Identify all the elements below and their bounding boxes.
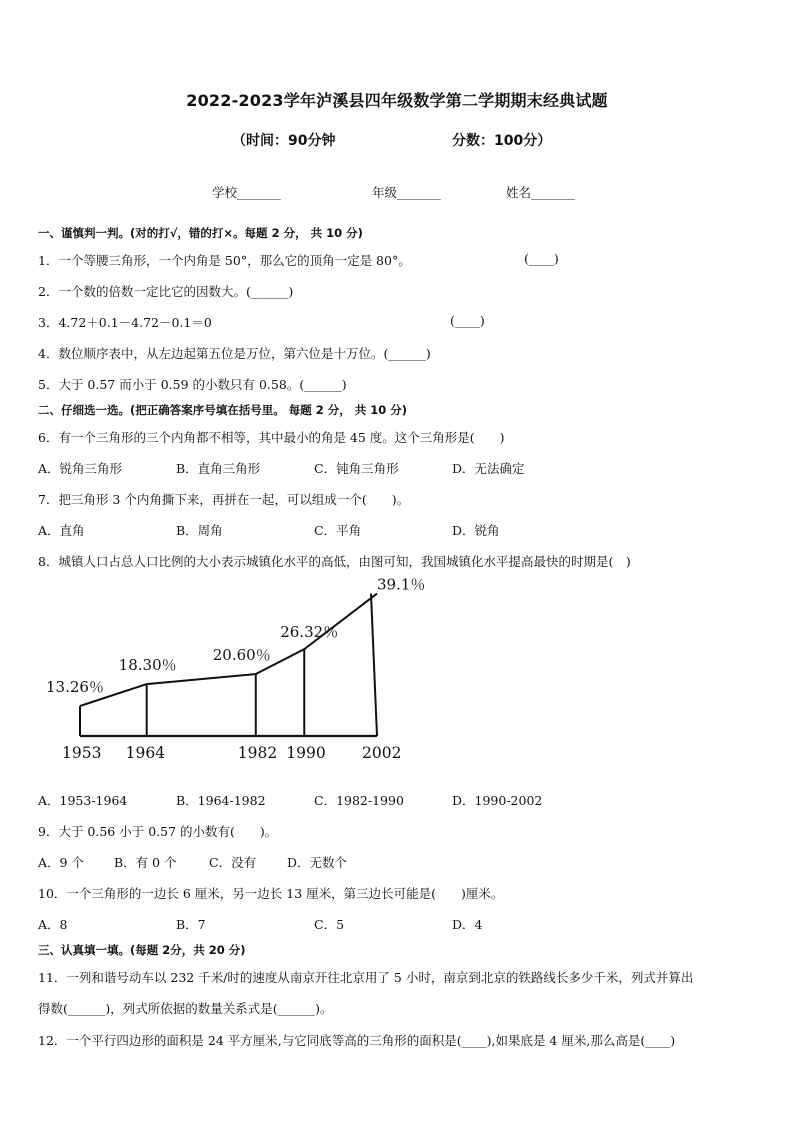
question-10: 10．一个三角形的一边长 6 厘米，另一边长 13 厘米，第三边长可能是( )厘米。 (38, 886, 504, 901)
question-1-blank[interactable]: (____) (524, 251, 559, 266)
page-title: 2022-2023学年泸溪县四年级数学第二学期期末经典试题 (186, 91, 608, 110)
value-label-1953: 13.26％ (46, 678, 104, 696)
value-label-1990: 26.32％ (280, 623, 339, 642)
q7-option-b[interactable]: B．周角 (176, 523, 223, 538)
x-label-1953: 1953 (62, 744, 102, 762)
q10-option-a[interactable]: A．8 (38, 917, 68, 932)
q6-option-b[interactable]: B．直角三角形 (176, 461, 261, 476)
name-field[interactable]: 姓名_______ (506, 185, 575, 200)
x-label-1964: 1964 (125, 744, 166, 762)
question-1: 1．一个等腰三角形，一个内角是 50°，那么它的顶角一定是 80°。 (38, 253, 411, 268)
q6-option-d[interactable]: D．无法确定 (452, 461, 525, 476)
section-1-heading: 一、谨慎判一判。(对的打√，错的打×。每题 2 分， 共 10 分) (38, 226, 363, 240)
section-2-heading: 二、仔细选一选。(把正确答案序号填在括号里。 每题 2 分， 共 10 分) (38, 403, 408, 417)
question-11-line-2: 得数(______)，列式所依据的数量关系式是(______)。 (38, 1001, 333, 1016)
exam-time: （时间：90分钟 (232, 133, 336, 149)
q8-option-a[interactable]: A．1953-1964 (38, 793, 128, 808)
value-label-2002: 39.1％ (377, 575, 426, 594)
value-label-1982: 20.60％ (212, 646, 271, 665)
q8-option-c[interactable]: C．1982-1990 (314, 793, 404, 808)
question-7: 7．把三角形 3 个内角撕下来，再拼在一起，可以组成一个( )。 (38, 492, 410, 507)
question-3: 3．4.72＋0.1－4.72－0.1＝0 (38, 315, 212, 330)
section-3-heading: 三、认真填一填。(每题 2分，共 20 分) (38, 943, 246, 957)
q10-option-c[interactable]: C．5 (314, 917, 345, 932)
grade-field[interactable]: 年级_______ (372, 185, 441, 200)
x-label-1990: 1990 (286, 744, 326, 762)
x-label-1982: 1982 (237, 744, 278, 762)
q10-option-d[interactable]: D．4 (452, 917, 483, 932)
question-3-blank[interactable]: (____) (450, 313, 485, 328)
q9-option-c[interactable]: C．没有 (209, 855, 257, 870)
question-9: 9．大于 0.56 小于 0.57 的小数有( )。 (38, 824, 278, 839)
q10-option-b[interactable]: B．7 (176, 917, 206, 932)
exam-score: 分数：100分） (452, 133, 552, 149)
question-12: 12．一个平行四边形的面积是 24 平方厘米,与它同底等高的三角形的面积是(____),如果底是 4 厘米,那么高是(____) (38, 1033, 676, 1048)
question-2: 2．一个数的倍数一定比它的因数大。(______) (38, 284, 294, 299)
question-6: 6．有一个三角形的三个内角都不相等，其中最小的角是 45 度。这个三角形是( ) (38, 430, 505, 445)
q7-option-c[interactable]: C．平角 (314, 523, 362, 538)
q9-option-d[interactable]: D．无数个 (287, 855, 348, 870)
q7-option-a[interactable]: A．直角 (38, 523, 85, 538)
q6-option-c[interactable]: C．钝角三角形 (314, 461, 399, 476)
urbanization-chart (0, 575, 794, 775)
q7-option-d[interactable]: D．锐角 (452, 523, 500, 538)
x-label-2002: 2002 (362, 744, 402, 762)
q9-option-a[interactable]: A．9 个 (38, 855, 84, 870)
value-label-1964: 18.30％ (118, 656, 177, 675)
q9-option-b[interactable]: B．有 0 个 (114, 855, 177, 870)
q8-option-b[interactable]: B．1964-1982 (176, 793, 266, 808)
question-4: 4．数位顺序表中，从左边起第五位是万位，第六位是十万位。(______) (38, 346, 431, 361)
question-11-line-1: 11．一列和谐号动车以 232 千米/时的速度从南京开往北京用了 5 小时，南京到北京的铁路线长多少千米，列式并算出 (38, 970, 694, 985)
question-5: 5．大于 0.57 而小于 0.59 的小数只有 0.58。(______) (38, 377, 347, 392)
q6-option-a[interactable]: A．锐角三角形 (38, 461, 123, 476)
question-8: 8．城镇人口占总人口比例的大小表示城镇化水平的高低，由图可知，我国城镇化水平提高最快的时期是( ) (38, 554, 631, 569)
q8-option-d[interactable]: D．1990-2002 (452, 793, 543, 808)
edge-2002 (371, 594, 377, 736)
school-field[interactable]: 学校_______ (212, 185, 281, 200)
